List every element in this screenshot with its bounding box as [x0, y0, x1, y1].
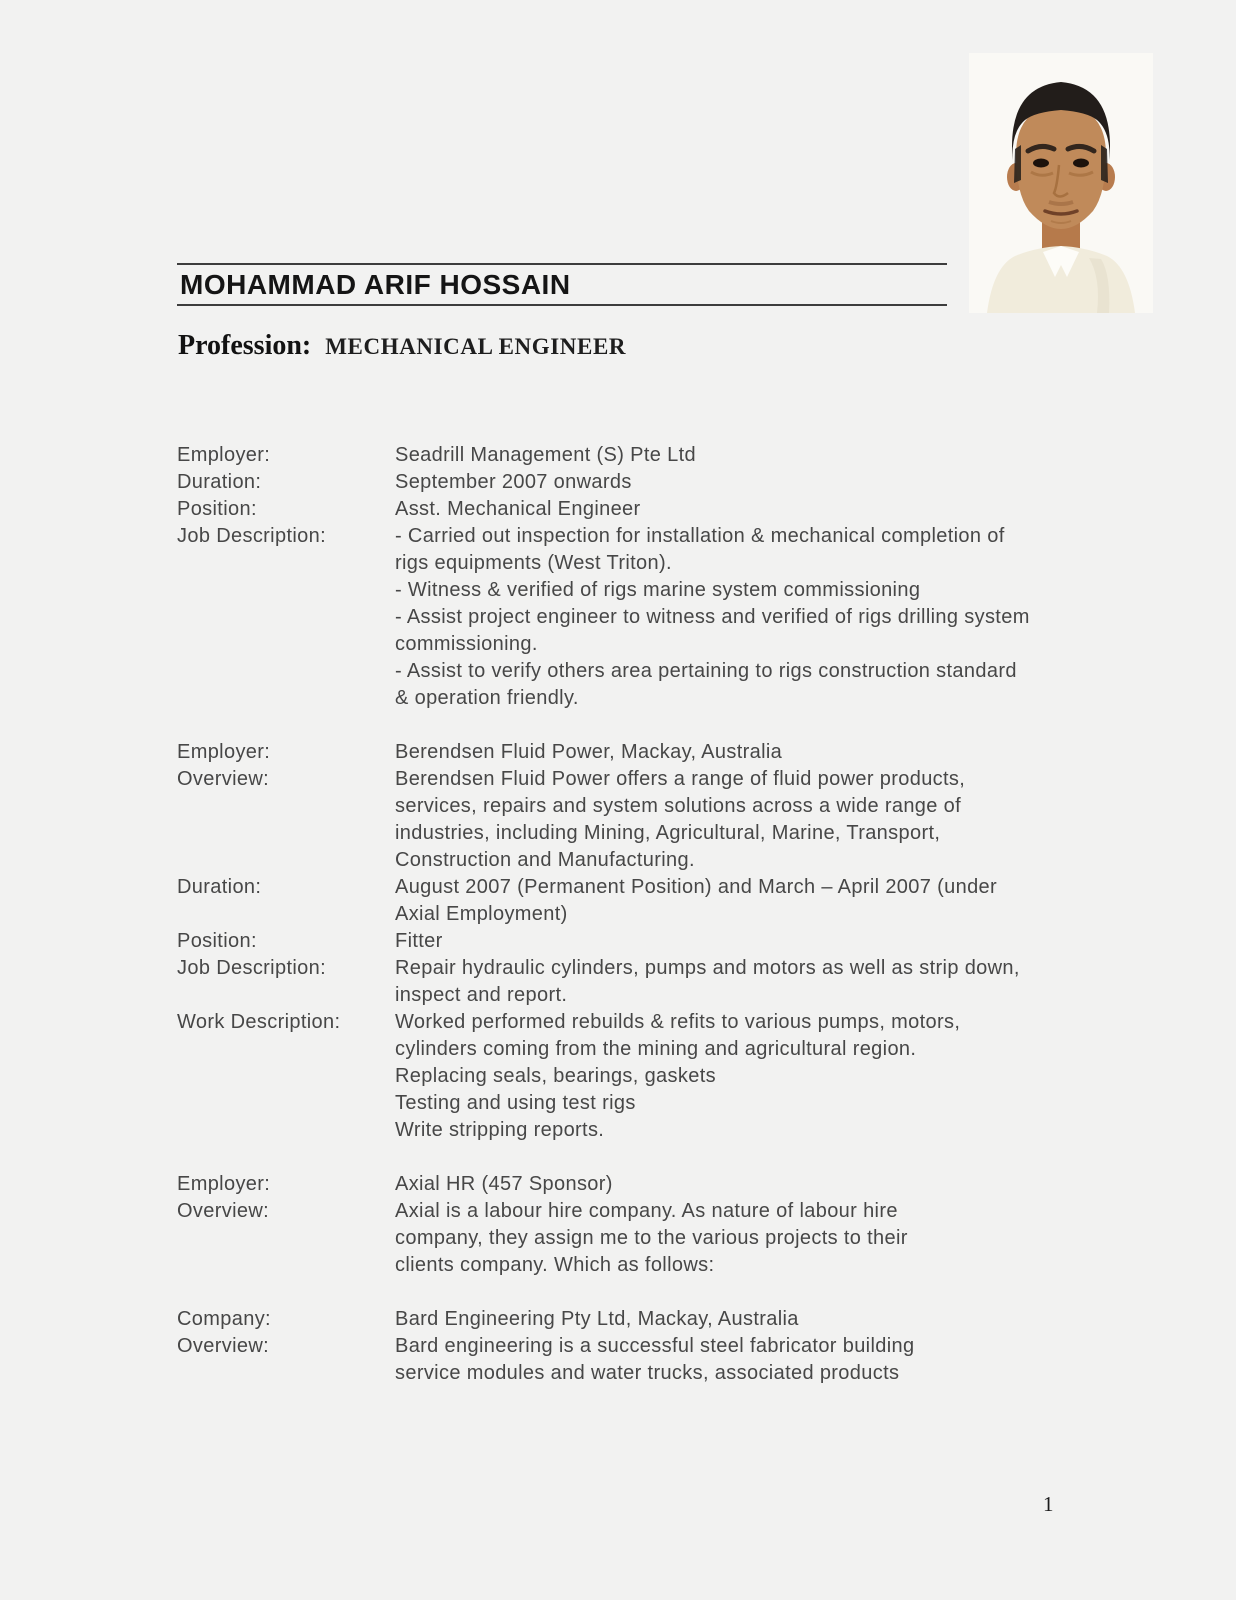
field-value	[395, 928, 1157, 955]
employment-section-axial	[177, 1171, 1157, 1279]
field-label: Job Description:	[177, 525, 326, 547]
field-row	[177, 928, 1157, 955]
employment-section-berendsen	[177, 739, 1157, 1144]
field-label: Position:	[177, 930, 257, 952]
field-value	[395, 442, 1157, 469]
field-value-line: Berendsen Fluid Power, Mackay, Australia	[395, 741, 783, 763]
field-value-line: - Witness & verified of rigs marine system commissioning	[395, 579, 921, 601]
field-value-line: Berendsen Fluid Power offers a range of fluid power products,	[395, 768, 966, 790]
resume-body	[177, 442, 1157, 1387]
person-name: MOHAMMAD ARIF HOSSAIN	[180, 269, 571, 300]
employment-section-bard	[177, 1306, 1157, 1387]
field-value-line: Testing and using test rigs	[395, 1092, 636, 1114]
field-row	[177, 766, 1157, 874]
field-value-line: - Assist to verify others area pertaining to rigs construction standard	[395, 660, 1017, 682]
field-value	[395, 1306, 1157, 1333]
field-label: Overview:	[177, 1335, 270, 1357]
portrait-photo	[969, 53, 1153, 313]
field-value	[395, 469, 1157, 496]
field-value-line: Construction and Manufacturing.	[395, 849, 695, 871]
field-value-line: Axial is a labour hire company. As nature of labour hire	[395, 1200, 898, 1222]
field-value	[395, 1171, 1157, 1198]
field-row	[177, 1009, 1157, 1144]
field-value-line: Fitter	[395, 930, 443, 952]
field-value-line: Bard engineering is a successful steel fabricator building	[395, 1335, 915, 1357]
field-value-line: Bard Engineering Pty Ltd, Mackay, Australia	[395, 1308, 799, 1330]
field-value	[395, 1198, 1157, 1279]
field-row	[177, 955, 1157, 1009]
field-label: Employer:	[177, 444, 271, 466]
field-row	[177, 874, 1157, 928]
field-row	[177, 1306, 1157, 1333]
field-value-line: Asst. Mechanical Engineer	[395, 498, 641, 520]
field-value-line: services, repairs and system solutions across a wide range of	[395, 795, 962, 817]
field-label: Employer:	[177, 741, 271, 763]
field-value-line: service modules and water trucks, associated products	[395, 1362, 900, 1384]
field-value	[395, 874, 1157, 928]
field-value-line: Seadrill Management (S) Pte Ltd	[395, 444, 696, 466]
field-value-line: industries, including Mining, Agricultural, Marine, Transport,	[395, 822, 941, 844]
field-value	[395, 739, 1157, 766]
page-number: 1	[1043, 1492, 1054, 1516]
rule-below-name	[177, 304, 947, 306]
portrait-photo-image	[969, 53, 1153, 313]
field-row	[177, 1171, 1157, 1198]
field-label: Overview:	[177, 768, 270, 790]
field-row	[177, 442, 1157, 469]
field-label: Company:	[177, 1308, 271, 1330]
field-value-line: company, they assign me to the various projects to their	[395, 1227, 908, 1249]
field-row	[177, 523, 1157, 712]
profession-line	[178, 330, 626, 362]
field-label: Duration:	[177, 471, 262, 493]
field-label: Work Description:	[177, 1011, 341, 1033]
field-label: Duration:	[177, 876, 262, 898]
field-value-line: Axial HR (457 Sponsor)	[395, 1173, 613, 1195]
field-value	[395, 1009, 1157, 1144]
field-value-line: clients company. Which as follows:	[395, 1254, 715, 1276]
field-label: Employer:	[177, 1173, 271, 1195]
field-value	[395, 496, 1157, 523]
field-label: Position:	[177, 498, 257, 520]
field-value-line: - Assist project engineer to witness and verified of rigs drilling system	[395, 606, 1030, 628]
field-value	[395, 955, 1157, 1009]
field-value-line: August 2007 (Permanent Position) and March – April 2007 (under	[395, 876, 998, 898]
field-value-line: cylinders coming from the mining and agricultural region.	[395, 1038, 917, 1060]
rule-above-name	[177, 263, 947, 265]
field-value	[395, 1333, 1157, 1387]
field-value-line: - Carried out inspection for installation & mechanical completion of	[395, 525, 1005, 547]
field-value	[395, 766, 1157, 874]
field-value-line: Repair hydraulic cylinders, pumps and motors as well as strip down,	[395, 957, 1020, 979]
field-value-line: Write stripping reports.	[395, 1119, 605, 1141]
field-value-line: & operation friendly.	[395, 687, 579, 709]
name-banner	[177, 263, 947, 306]
field-value-line: inspect and report.	[395, 984, 568, 1006]
field-value-line: Worked performed rebuilds & refits to various pumps, motors,	[395, 1011, 961, 1033]
field-value-line: September 2007 onwards	[395, 471, 632, 493]
field-row	[177, 1333, 1157, 1387]
field-value-line: Replacing seals, bearings, gaskets	[395, 1065, 716, 1087]
field-value-line: commissioning.	[395, 633, 538, 655]
profession-value: MECHANICAL ENGINEER	[325, 334, 627, 359]
field-row	[177, 739, 1157, 766]
field-label: Overview:	[177, 1200, 270, 1222]
employment-section-seadrill	[177, 442, 1157, 712]
field-value	[395, 523, 1157, 712]
field-value-line: rigs equipments (West Triton).	[395, 552, 672, 574]
field-label: Job Description:	[177, 957, 326, 979]
field-row	[177, 469, 1157, 496]
field-value-line: Axial Employment)	[395, 903, 568, 925]
field-row	[177, 1198, 1157, 1279]
profession-label: Profession:	[178, 330, 312, 361]
field-row	[177, 496, 1157, 523]
